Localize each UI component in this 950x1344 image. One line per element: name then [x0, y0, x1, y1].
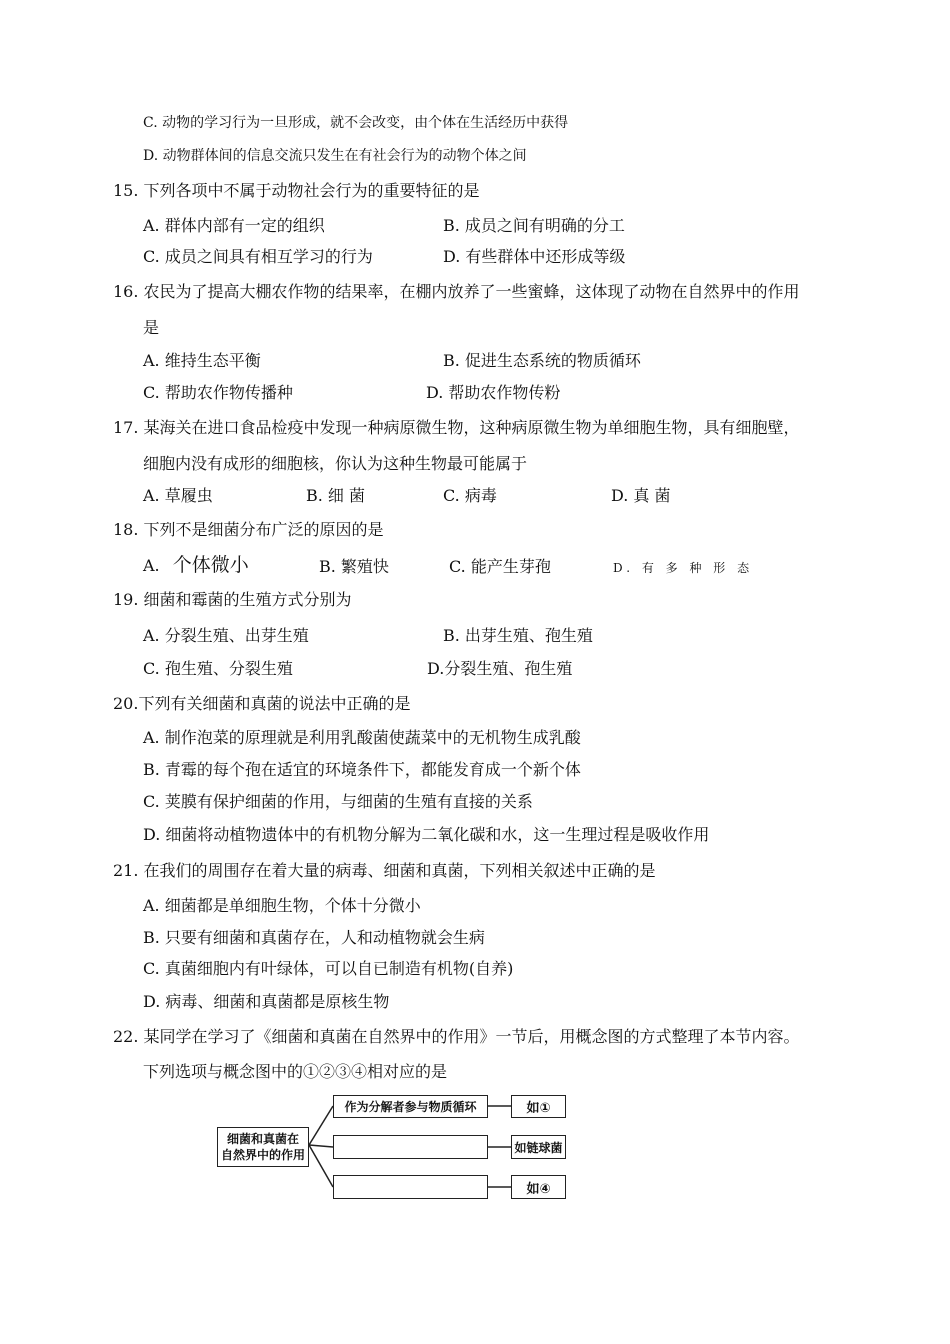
q15-option-b: B. 成员之间有明确的分工 — [443, 216, 625, 235]
connector-root-branch3 — [309, 1145, 333, 1187]
q21-option-a: A. 细菌都是单细胞生物，个体十分微小 — [143, 896, 421, 915]
q16-option-c: C. 帮助农作物传播种 — [143, 383, 293, 402]
connector-root-branch2 — [309, 1145, 333, 1147]
diagram-branch3-box — [333, 1175, 488, 1199]
diagram-root-box — [217, 1127, 309, 1167]
diagram-root-line1: 细菌和真菌在 — [226, 1132, 299, 1146]
q20-stem: 20.下列有关细菌和真菌的说法中正确的是 — [113, 694, 411, 713]
diagram-example2-box: 如链球菌 — [511, 1135, 566, 1159]
q19-option-c: C. 孢生殖、分裂生殖 — [143, 659, 293, 678]
q19-stem: 19. 细菌和霉菌的生殖方式分别为 — [113, 590, 352, 609]
q16-option-b: B. 促进生态系统的物质循环 — [443, 351, 641, 370]
q17-option-a: A. 草履虫 — [143, 486, 213, 505]
q19-option-b: B. 出芽生殖、孢生殖 — [443, 626, 593, 645]
q21-option-c: C. 真菌细胞内有叶绿体，可以自已制造有机物(自养) — [143, 959, 514, 978]
q21-stem: 21. 在我们的周围存在着大量的病毒、细菌和真菌，下列相关叙述中正确的是 — [113, 861, 656, 880]
q15-option-a: A. 群体内部有一定的组织 — [143, 216, 325, 235]
q14-option-c: C. 动物的学习行为一旦形成，就不会改变，由个体在生活经历中获得 — [143, 115, 569, 131]
q17-option-c: C. 病毒 — [443, 486, 497, 505]
q20-option-d: D. 细菌将动植物遗体中的有机物分解为二氧化碳和水，这一生理过程是吸收作用 — [143, 825, 710, 844]
q18-option-b: B. 繁殖快 — [319, 557, 389, 576]
q20-option-a: A. 制作泡菜的原理就是利用乳酸菌使蔬菜中的无机物生成乳酸 — [143, 728, 581, 747]
q15-stem: 15. 下列各项中不属于动物社会行为的重要特征的是 — [113, 181, 480, 200]
q16-option-d: D. 帮助农作物传粉 — [426, 383, 561, 402]
q22-stem-continued: 下列选项与概念图中的①②③④相对应的是 — [143, 1062, 448, 1081]
q18-option-a-text: 个体微小 — [172, 554, 249, 576]
q19-option-a: A. 分裂生殖、出芽生殖 — [143, 626, 309, 645]
diagram-branch1-box: 作为分解者参与物质循环 — [333, 1095, 488, 1118]
q20-option-c: C. 荚膜有保护细菌的作用，与细菌的生殖有直接的关系 — [143, 792, 533, 811]
q18-stem: 18. 下列不是细菌分布广泛的原因的是 — [113, 520, 384, 539]
q18-option-a-letter: A. — [143, 556, 160, 575]
diagram-root-line2: 自然界中的作用 — [220, 1148, 305, 1162]
diagram-branch2-box — [333, 1135, 488, 1159]
q16-stem: 16. 农民为了提高大棚农作物的结果率，在棚内放养了一些蜜蜂，这体现了动物在自然界中的作用 — [113, 282, 800, 301]
q17-option-b: B. 细 菌 — [306, 486, 366, 505]
q18-option-d: D. 有 多 种 形 态 — [613, 561, 754, 575]
q21-option-d: D. 病毒、细菌和真菌都是原核生物 — [143, 992, 390, 1011]
q21-option-b: B. 只要有细菌和真菌存在，人和动植物就会生病 — [143, 928, 485, 947]
diagram-example1-box: 如① — [511, 1095, 566, 1118]
q17-stem: 17. 某海关在进口食品检疫中发现一种病原微生物，这种病原微生物为单细胞生物，具有细胞壁， — [113, 418, 800, 437]
q18-option-a — [143, 555, 249, 576]
q20-option-b: B. 青霉的每个孢在适宜的环境条件下，都能发育成一个新个体 — [143, 760, 581, 779]
q19-option-d: D.分裂生殖、孢生殖 — [427, 659, 573, 678]
connector-root-branch1 — [309, 1106, 333, 1145]
q17-stem-continued: 细胞内没有成形的细胞核，你认为这种生物最可能属于 — [143, 454, 528, 473]
q15-option-c: C. 成员之间具有相互学习的行为 — [143, 247, 373, 266]
q22-stem: 22. 某同学在学习了《细菌和真菌在自然界中的作用》一节后，用概念图的方式整理了本节内容。 — [113, 1027, 800, 1046]
q18-option-c: C. 能产生芽孢 — [449, 557, 551, 576]
q16-stem-continued: 是 — [143, 318, 160, 337]
diagram-example3-box: 如④ — [511, 1175, 566, 1199]
q17-option-d: D. 真 菌 — [611, 486, 671, 505]
q14-option-d: D. 动物群体间的信息交流只发生在有社会行为的动物个体之间 — [143, 148, 527, 164]
q16-option-a: A. 维持生态平衡 — [143, 351, 261, 370]
q15-option-d: D. 有些群体中还形成等级 — [443, 247, 626, 266]
